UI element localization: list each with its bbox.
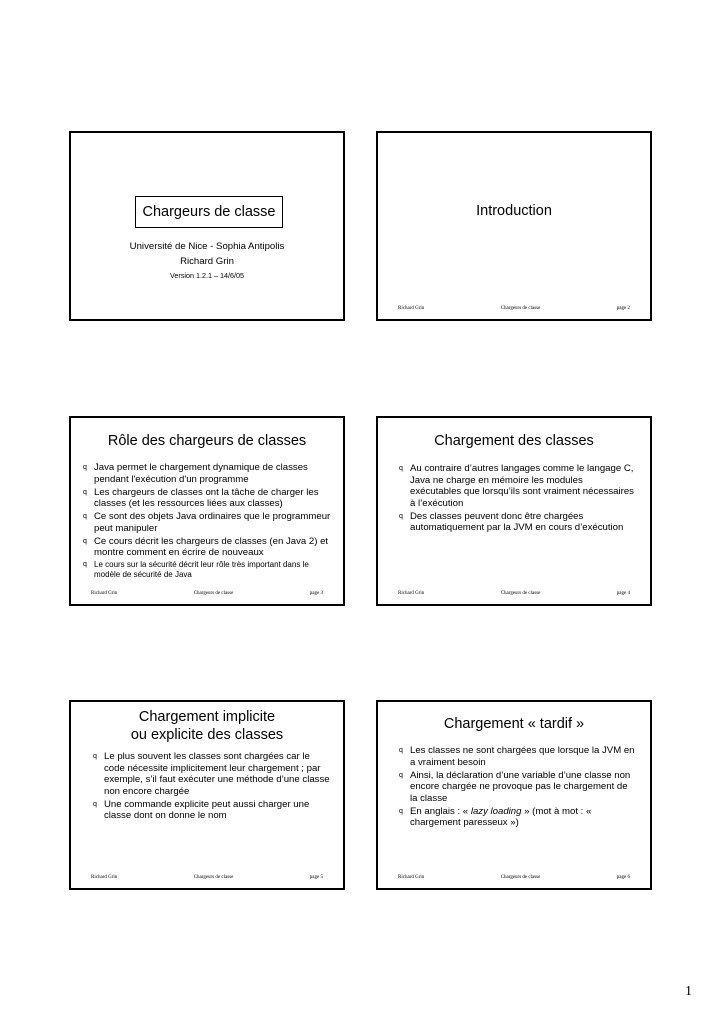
bullet-icon: q: [399, 747, 403, 754]
slide-1: [69, 131, 345, 321]
slide-6-bullets: [399, 745, 637, 830]
slide-3-bullets: [83, 462, 335, 581]
bullet-icon: q: [83, 488, 87, 496]
slide-1-title: Chargeurs de classe: [142, 204, 276, 220]
footer-author: Richard Grin: [91, 875, 118, 880]
slide-3-title: Rôle des chargeurs de classes: [107, 433, 307, 449]
slide-3-footer: [91, 591, 323, 596]
bullet-icon: q: [93, 800, 97, 808]
footer-course: Chargeurs de classe: [500, 591, 541, 596]
footer-author: Richard Grin: [398, 875, 425, 880]
slide-2-footer: [398, 306, 630, 311]
slide-1-version: Version 1.2.1 – 14/6/05: [170, 271, 244, 280]
bullet-icon: q: [93, 753, 97, 760]
slide-2: [376, 131, 652, 321]
bullet-icon: q: [83, 464, 87, 471]
slide-5-title-line-2: ou explicite des classes: [130, 727, 284, 743]
list-item: q Ce sont des objets Java ordinaires que le programmeur peut manipuler: [83, 511, 331, 534]
footer-page: page 5: [309, 875, 323, 880]
bullet-icon: q: [399, 771, 403, 779]
slide-5: [69, 700, 345, 890]
slide-4-bullets: [399, 463, 635, 535]
footer-course: Chargeurs de classe: [193, 875, 234, 880]
page-number: 1: [685, 984, 692, 999]
slide-1-title-box: [135, 196, 283, 228]
slide-6-footer: [398, 875, 630, 880]
slide-4: [376, 416, 652, 606]
list-item: q Des classes peuvent donc être chargées automatiquement par la JVM en cours d’exécution: [399, 510, 624, 533]
slide-5-bullets: [93, 751, 333, 823]
footer-author: Richard Grin: [398, 306, 425, 311]
list-item: q Au contraire d’autres langages comme le langage C, Java ne charge en mémoire les modules exécutables que lorsqu’ils sont vraiment nécessaires à l’exécution: [399, 463, 634, 509]
slide-4-footer: [398, 591, 630, 596]
slide-5-footer: [91, 875, 323, 880]
bullet-icon: q: [83, 561, 87, 568]
list-item: q En anglais : « lazy loading » (mot à mot : « chargement paresseux »): [399, 805, 592, 828]
slide-5-title-line-1: Chargement implicite: [138, 709, 276, 725]
slide-1-university: Université de Nice - Sophia Antipolis: [129, 241, 285, 252]
bullet-icon: q: [399, 807, 403, 815]
footer-course: Chargeurs de classe: [500, 875, 541, 880]
slide-6: [376, 700, 652, 890]
footer-author: Richard Grin: [91, 591, 118, 596]
slide-1-author: Richard Grin: [180, 256, 234, 267]
footer-page: page 4: [616, 591, 630, 596]
footer-author: Richard Grin: [398, 591, 425, 596]
list-item: q Les classes ne sont chargées que lorsque la JVM en a vraiment besoin: [399, 745, 635, 768]
footer-course: Chargeurs de classe: [500, 306, 541, 311]
bullet-icon: q: [399, 465, 403, 472]
list-item: q Une commande explicite peut aussi charger une classe dont on donne le nom: [93, 798, 310, 821]
footer-page: page 3: [309, 591, 323, 596]
slide-2-title: Introduction: [476, 203, 552, 219]
slide-6-title: Chargement « tardif »: [443, 716, 585, 732]
bullet-icon: q: [399, 512, 403, 520]
list-item: q Java permet le chargement dynamique de classes pendant l'exécution d'un programme: [83, 462, 308, 485]
slide-4-title: Chargement des classes: [434, 433, 594, 449]
list-item: q Ce cours décrit les chargeurs de classes (en Java 2) et montre comment en écrire de nouveaux: [83, 535, 329, 558]
list-item: q Ainsi, la déclaration d’une variable d’une classe non encore chargée ne provoque pas le chargement de la classe: [399, 769, 631, 804]
footer-page: page 2: [616, 306, 630, 311]
slide-3: [69, 416, 345, 606]
list-item: q Les chargeurs de classes ont la tâche de charger les classes (et les ressources liées aux classes): [83, 486, 319, 509]
footer-page: page 6: [616, 875, 630, 880]
footer-course: Chargeurs de classe: [193, 591, 234, 596]
bullet-icon: q: [83, 537, 87, 545]
list-item: q Le plus souvent les classes sont chargées car le code nécessite implicitement leur chargement ; par exemple, s’il faut exécuter une méthode d’une classe non encore chargée: [93, 751, 330, 797]
bullet-icon: q: [83, 513, 87, 520]
list-item: q Le cours sur la sécurité décrit leur rôle très important dans le modèle de sécurité de Java: [83, 560, 309, 579]
